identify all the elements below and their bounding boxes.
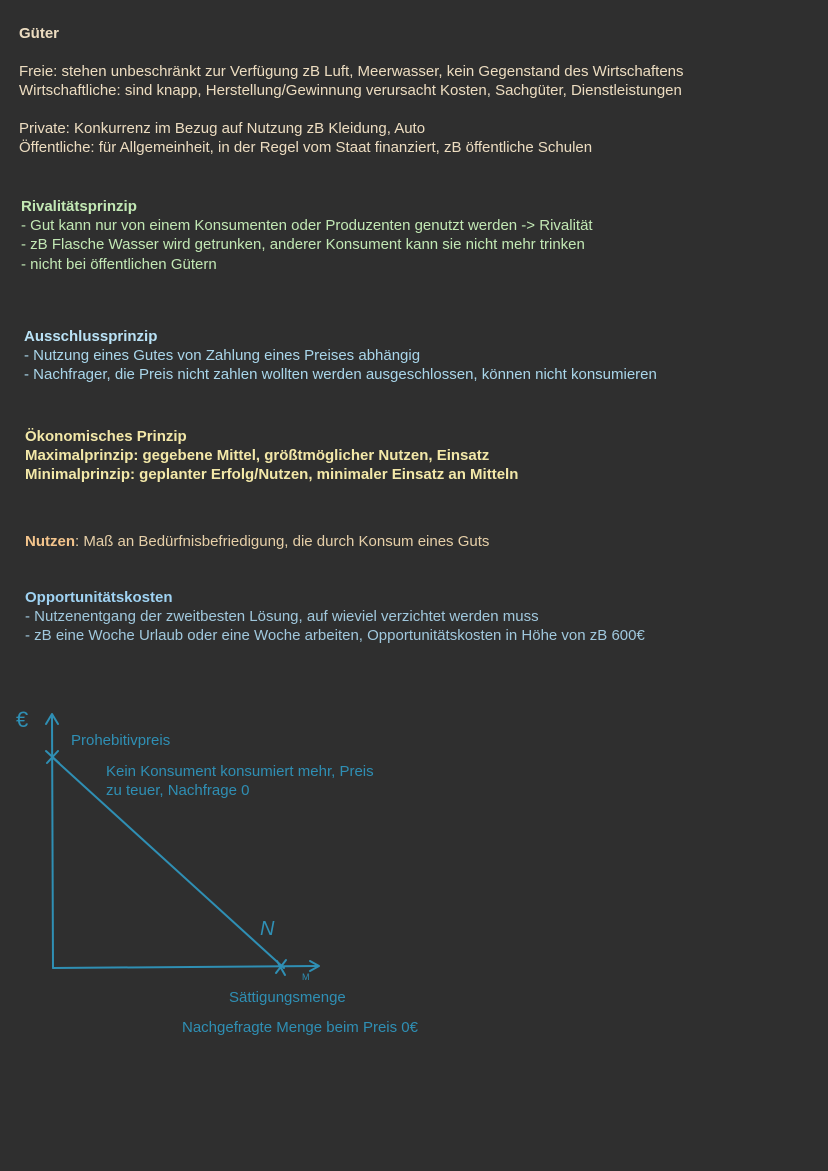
prohibitivpreis-note: Kein Konsument konsumiert mehr, Preis bbox=[106, 763, 374, 780]
ausschluss-item: - Nachfrager, die Preis nicht zahlen wollten werden ausgeschlossen, können nicht konsumieren bbox=[24, 366, 657, 383]
ausschluss-heading: Ausschlussprinzip bbox=[24, 328, 158, 345]
oekonomisch-heading: Ökonomisches Prinzip bbox=[25, 428, 187, 445]
saettigung-label: Sättigungsmenge bbox=[229, 989, 346, 1006]
gueter-oeffentliche: Öffentliche: für Allgemeinheit, in der Regel vom Staat finanziert, zB öffentliche Schulen bbox=[19, 139, 593, 156]
gueter-heading: Güter bbox=[19, 25, 60, 42]
gueter-wirtschaftliche: Wirtschaftliche: sind knapp, Herstellung/Gewinnung verursacht Kosten, Sachgüter, Dienstleistungen bbox=[19, 82, 682, 99]
gueter-private: Private: Konkurrenz im Bezug auf Nutzung zB Kleidung, Auto bbox=[19, 120, 426, 137]
opportunitaet-item: - Nutzenentgang der zweitbesten Lösung, auf wieviel verzichtet werden muss bbox=[25, 608, 539, 625]
euro-axis-label: € bbox=[16, 707, 29, 732]
rivalitaet-heading: Rivalitätsprinzip bbox=[21, 198, 137, 215]
prohibitivpreis-note: zu teuer, Nachfrage 0 bbox=[106, 782, 250, 799]
rivalitaet-item: - zB Flasche Wasser wird getrunken, anderer Konsument kann sie nicht mehr trinken bbox=[21, 236, 585, 253]
prohibitivpreis-label: Prohebitivpreis bbox=[71, 732, 171, 749]
oekonomisch-minimal: Minimalprinzip: geplanter Erfolg/Nutzen, minimaler Einsatz an Mitteln bbox=[25, 466, 519, 483]
oekonomisch-maximal: Maximalprinzip: gegebene Mittel, größtmöglicher Nutzen, Einsatz bbox=[25, 447, 490, 464]
opportunitaet-item: - zB eine Woche Urlaub oder eine Woche arbeiten, Opportunitätskosten in Höhe von zB 600€ bbox=[25, 627, 645, 644]
demand-curve-label: N bbox=[260, 918, 275, 940]
ausschluss-item: - Nutzung eines Gutes von Zahlung eines Preises abhängig bbox=[24, 347, 421, 364]
nutzen-term: Nutzen bbox=[25, 533, 75, 550]
saettigung-note: Nachgefragte Menge beim Preis 0€ bbox=[182, 1019, 418, 1036]
gueter-freie: Freie: stehen unbeschränkt zur Verfügung zB Luft, Meerwasser, kein Gegenstand des Wirtschaftens bbox=[19, 63, 684, 80]
rivalitaet-item: - Gut kann nur von einem Konsumenten oder Produzenten genutzt werden -> Rivalität bbox=[21, 217, 593, 234]
y-axis bbox=[52, 716, 53, 968]
x-axis bbox=[53, 966, 318, 968]
opportunitaet-heading: Opportunitätskosten bbox=[25, 589, 173, 606]
nutzen-definition: : Maß an Bedürfnisbefriedigung, die durch Konsum eines Guts bbox=[75, 533, 490, 550]
m-axis-label: M bbox=[302, 972, 310, 982]
rivalitaet-item: - nicht bei öffentlichen Gütern bbox=[21, 256, 217, 273]
